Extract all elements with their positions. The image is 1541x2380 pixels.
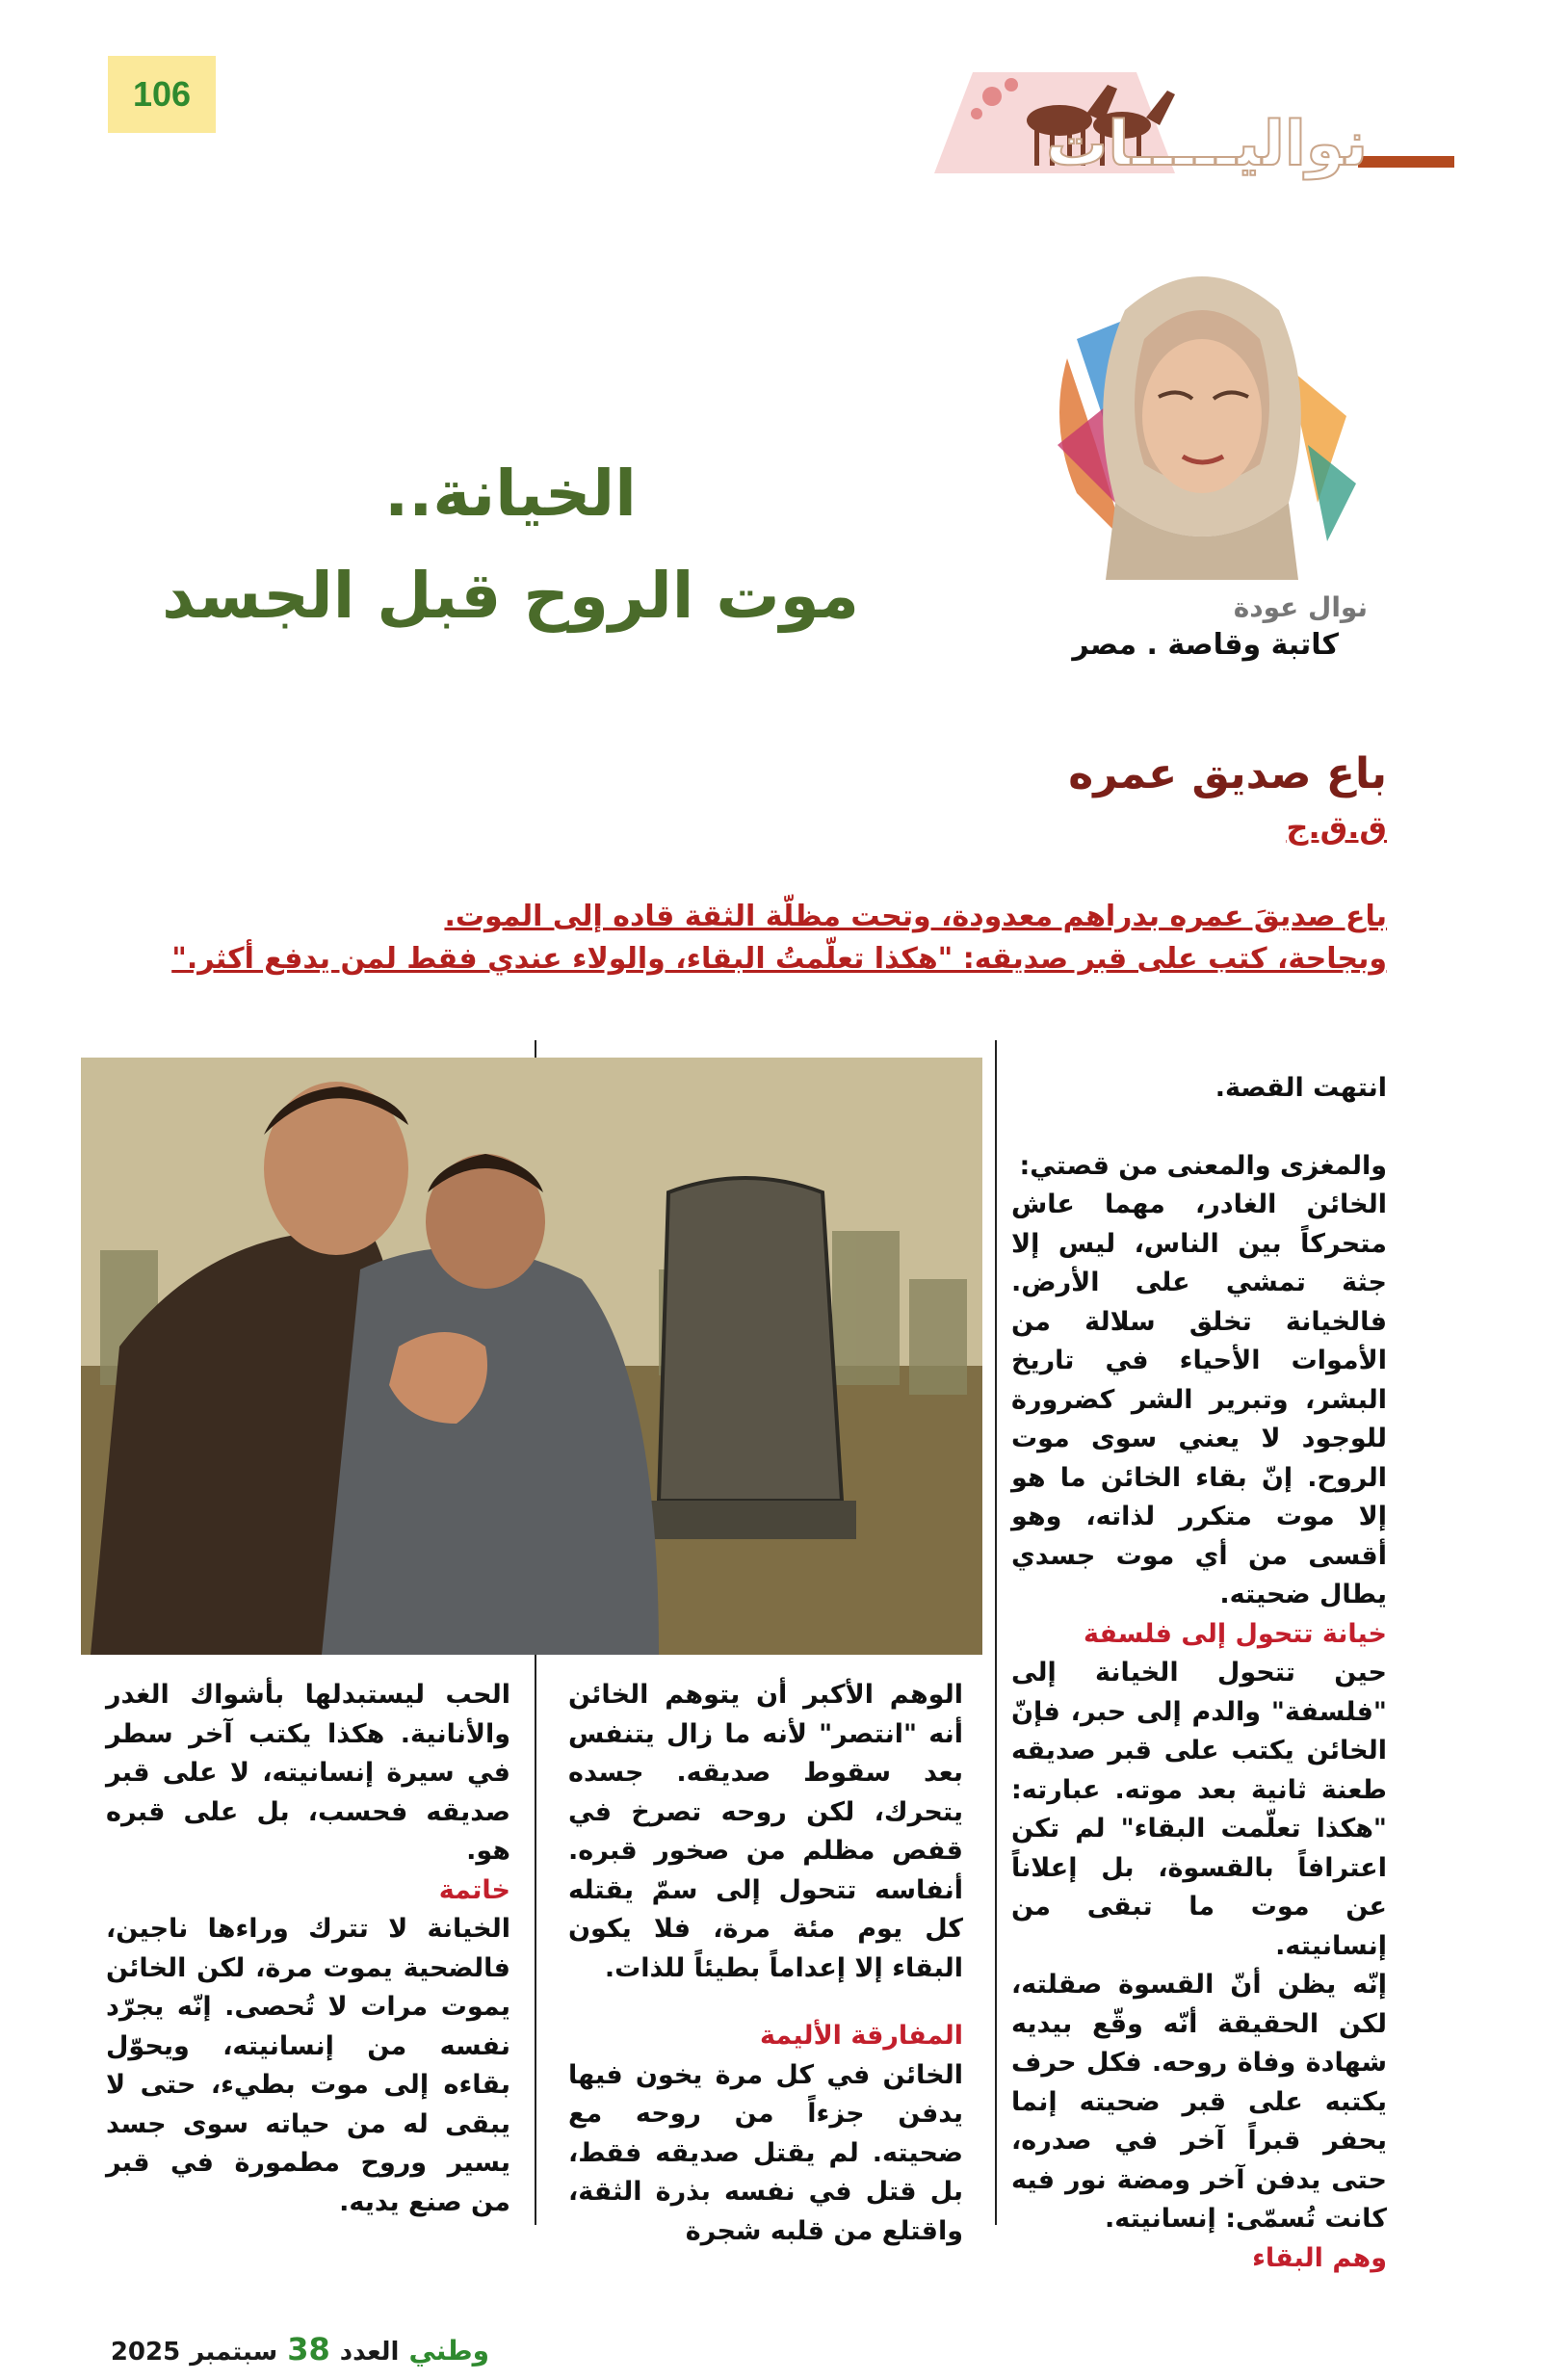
paragraph: والمغزى والمعنى من قصتي: — [1019, 1150, 1387, 1181]
paragraph: الخائن الغادر، مهما عاش متحركاً بين الناس، ليس إلا جثة تمشي على الأرض. فالخيانة تخلق سلالة من الأموات الأحياء في تاريخ البشر، وتبرير الشر كضرورة للوجود لا يعني سوى موت الروح. إنّ بقاء الخائن ما هو إلا موت متكرر لذاته، وهو أقسى من أي موت جسدي يطال ضحيته. — [1011, 1190, 1387, 1609]
paragraph: الحب ليستبدلها بأشواك الغدر والأنانية. هكذا يكتب آخر سطر في سيرة إنسانيته، لا على قبر صديقه فحسب، بل على قبره هو. — [106, 1680, 510, 1866]
section-heading: خاتمة — [438, 1874, 510, 1905]
story-line-1: باع صديقَ عمره بدراهم معدودة، وتحت مظلّة الثقة قاده إلى الموت. — [444, 900, 1387, 933]
author-portrait — [1038, 252, 1366, 580]
story-line-2: وبجاحة، كتب على قبر صديقه: "هكذا تعلّمتُ البقاء، والولاء عندي فقط لمن يدفع أكثر." — [171, 942, 1387, 976]
section-heading: خيانة تتحول إلى فلسفة — [1084, 1618, 1387, 1649]
story-title: باع صديق عمره — [1068, 749, 1387, 798]
paragraph: إنّه يظن أنّ القسوة صقلته، لكن الحقيقة أنّه وقّع بيديه شهادة وفاة روحه. فكل حرف يكتبه على قبر ضحيته إنما يحفر قبراً آخر في صدره، حتى يدفن آخر ومضة نور فيه كانت تُسمّى: إنسانيته. — [1011, 1970, 1387, 2234]
paragraph: انتهت القصة. — [1215, 1073, 1387, 1103]
article-title-line1: الخيانة.. — [384, 457, 637, 531]
paragraph: حين تتحول الخيانة إلى "فلسفة" والدم إلى حبر، فإنّ الخائن يكتب على قبر صديقه طعنة ثانية بعد موته. عبارته: "هكذا تعلّمت البقاء" لم تكن اعترافاً بالقسوة، بل إعلاناً عن موت ما تبقى من إنسانيته. — [1011, 1658, 1387, 1961]
page-number-badge — [108, 56, 216, 133]
story-genre: ق.ق.ج — [1286, 809, 1387, 846]
author-name: نوال عودة — [1233, 591, 1368, 623]
article-title — [154, 443, 867, 647]
section-accent-bar — [1358, 156, 1454, 168]
article-painting — [81, 1058, 982, 1655]
issue-number: 38 — [287, 2331, 330, 2367]
paragraph: الوهم الأكبر أن يتوهم الخائن أنه "انتصر" لأنه ما زال يتنفس بعد سقوط صديقه. جسده يتحرك، لكن روحه تصرخ في قفص مظلم من صخور قبره. أنفاسه تتحول إلى سمّ يقتله كل يوم مئة مرة، فلا يكون البقاء إلا إعداماً بطيئاً للذات. — [568, 1680, 963, 1983]
section-name: نواليـــــات — [1046, 109, 1368, 180]
article-title-line2: موت الروح قبل الجسد — [162, 559, 859, 633]
section-heading: وهم البقاء — [1252, 2242, 1387, 2273]
column-middle — [568, 1676, 963, 2251]
story-text — [144, 896, 1387, 981]
column-right — [1011, 1069, 1387, 2278]
issue-month: سبتمبر — [190, 2338, 278, 2367]
column-divider-right — [995, 1040, 997, 2225]
magazine-name: وطني — [408, 2335, 489, 2367]
issue-year: 2025 — [110, 2338, 181, 2367]
paragraph: الخيانة لا تترك وراءها ناجين، فالضحية يموت مرة، لكن الخائن يموت مرات لا تُحصى. إنّه يجرّد نفسه من إنسانيته، ويحوّل بقاءه إلى موت بطيء، حتى لا يبقى له من حياته سوى جسد يسير وروح مطمورة في قبر من صنع يديه. — [106, 1914, 510, 2217]
author-role: كاتبة وقاصة . مصر — [1072, 628, 1339, 662]
page-number: 106 — [132, 74, 192, 114]
issue-label: العدد — [339, 2338, 400, 2367]
column-left — [106, 1676, 510, 2222]
page-footer — [65, 2331, 489, 2369]
section-heading: المفارقة الأليمة — [759, 2021, 963, 2051]
paragraph: الخائن في كل مرة يخون فيها يدفن جزءاً من روحه مع ضحيته. لم يقتل صديقه فقط، بل قتل في نفسه بذرة الثقة، واقتلع من قلبه شجرة — [568, 2059, 963, 2246]
